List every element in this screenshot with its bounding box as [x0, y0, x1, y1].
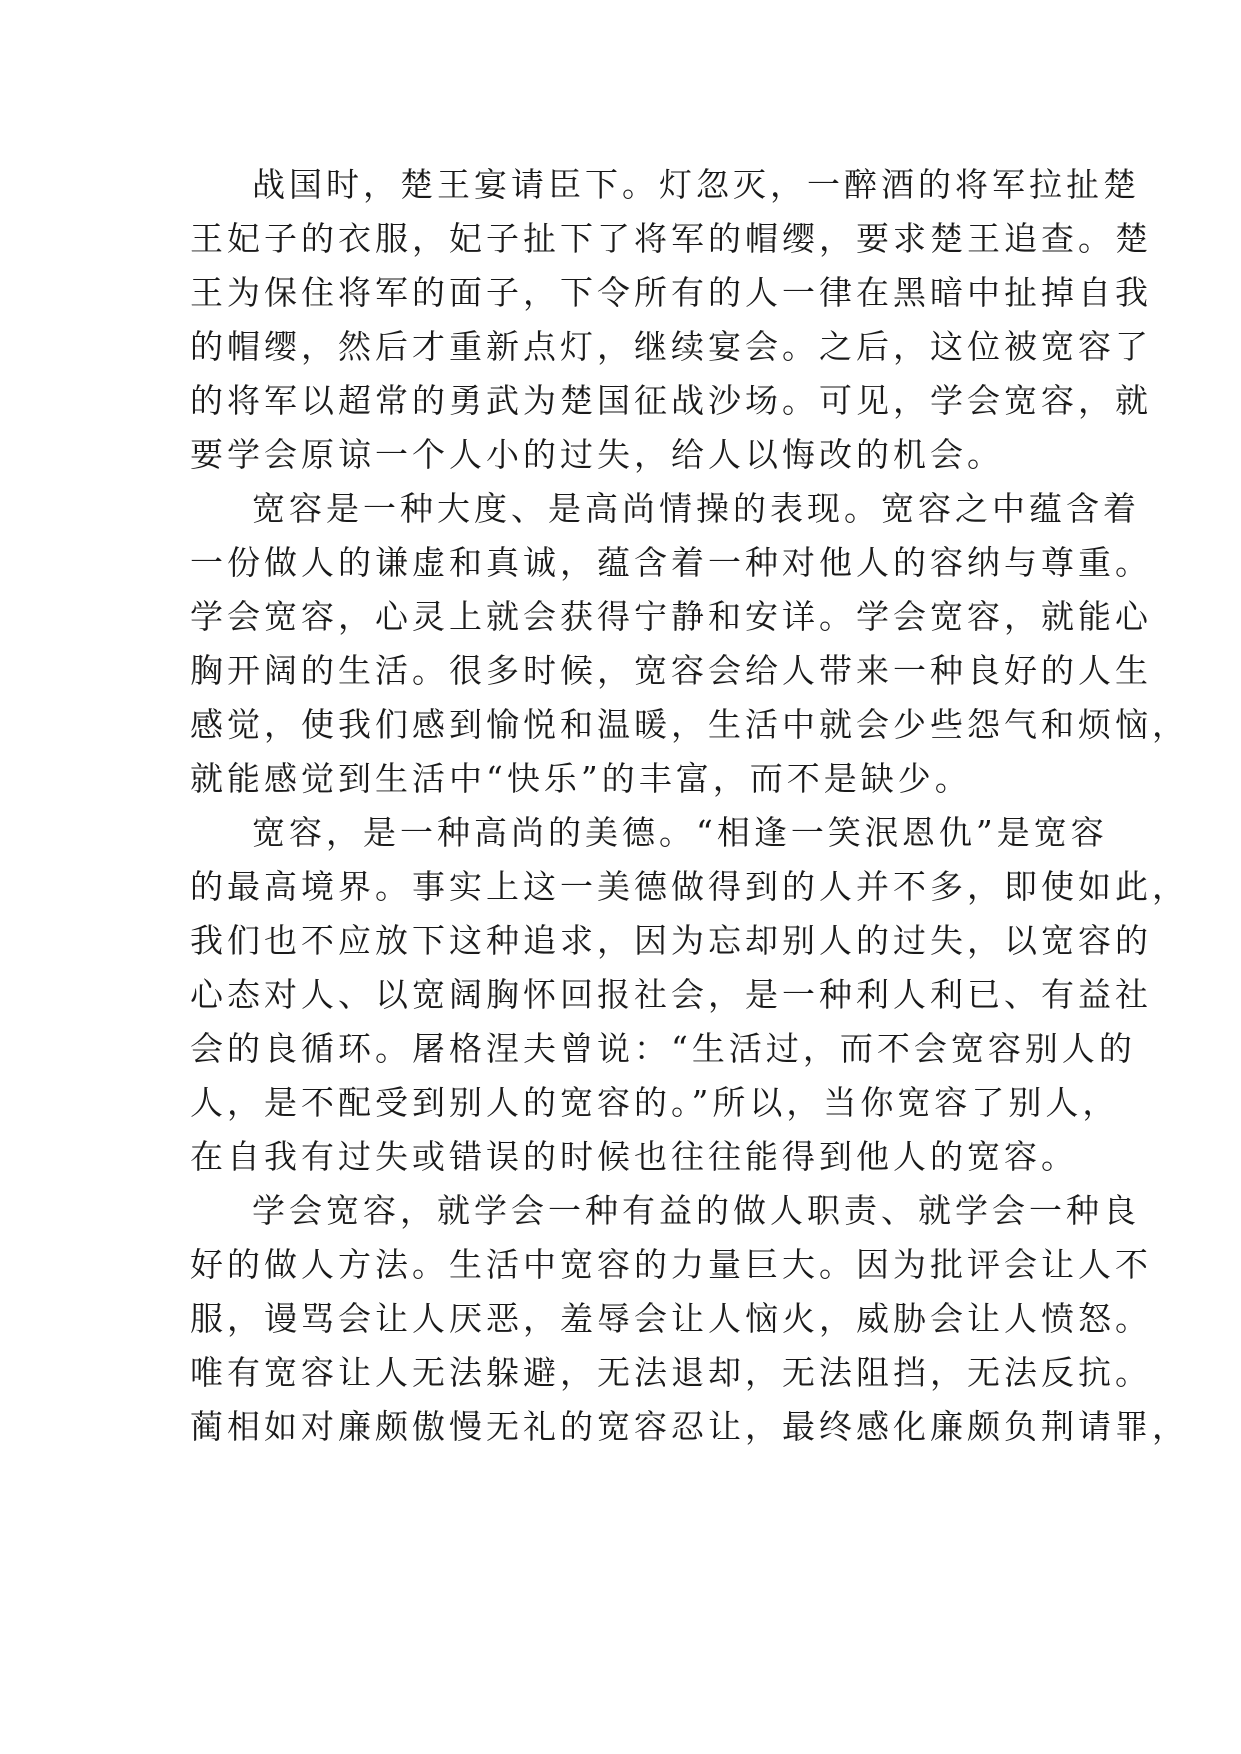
text-line: 战国时，楚王宴请臣下。灯忽灭，一醉酒的将军拉扯楚	[252, 165, 1140, 204]
text-line: 就能感觉到生活中“快乐”的丰富，而不是缺少。	[190, 759, 972, 798]
paragraph-1	[190, 158, 1152, 482]
text-line: 的将军以超常的勇武为楚国征战沙场。可见，学会宽容，就	[190, 381, 1152, 420]
text-line: 服，谩骂会让人厌恶，羞辱会让人恼火，威胁会让人愤怒。	[190, 1299, 1152, 1338]
body-text	[190, 158, 1189, 1454]
text-line: 王妃子的衣服，妃子扯下了将军的帽缨，要求楚王追查。楚	[190, 219, 1152, 258]
text-line: 的最高境界。事实上这一美德做得到的人并不多，即使如此，	[190, 867, 1189, 906]
text-line: 胸开阔的生活。很多时候，宽容会给人带来一种良好的人生	[190, 651, 1152, 690]
text-line: 在自我有过失或错误的时候也往往能得到他人的宽容。	[190, 1137, 1078, 1176]
text-line: 感觉，使我们感到愉悦和温暖，生活中就会少些怨气和烦恼，	[190, 705, 1189, 744]
text-line: 宽容，是一种高尚的美德。“相逢一笑泯恩仇”是宽容	[252, 813, 1108, 852]
paragraph-3	[190, 806, 1189, 1184]
paragraph-4	[190, 1184, 1189, 1454]
paragraph-2	[190, 482, 1189, 806]
text-line: 人，是不配受到别人的宽容的。”所以，当你宽容了别人，	[190, 1083, 1120, 1122]
text-line: 一份做人的谦虚和真诚，蕴含着一种对他人的容纳与尊重。	[190, 543, 1152, 582]
text-line: 宽容是一种大度、是高尚情操的表现。宽容之中蕴含着	[252, 489, 1140, 528]
text-line: 蔺相如对廉颇傲慢无礼的宽容忍让，最终感化廉颇负荆请罪，	[190, 1407, 1189, 1446]
text-line: 的帽缨，然后才重新点灯，继续宴会。之后，这位被宽容了	[190, 327, 1152, 366]
text-line: 好的做人方法。生活中宽容的力量巨大。因为批评会让人不	[190, 1245, 1152, 1284]
text-line: 要学会原谅一个人小的过失，给人以悔改的机会。	[190, 435, 1004, 474]
text-line: 我们也不应放下这种追求，因为忘却别人的过失，以宽容的	[190, 921, 1152, 960]
text-line: 王为保住将军的面子，下令所有的人一律在黑暗中扯掉自我	[190, 273, 1152, 312]
text-line: 学会宽容，心灵上就会获得宁静和安详。学会宽容，就能心	[190, 597, 1152, 636]
text-line: 心态对人、以宽阔胸怀回报社会，是一种利人利已、有益社	[190, 975, 1152, 1014]
text-line: 学会宽容，就学会一种有益的做人职责、就学会一种良	[252, 1191, 1140, 1230]
text-line: 会的良循环。屠格涅夫曾说：“生活过，而不会宽容别人的	[190, 1029, 1136, 1068]
text-line: 唯有宽容让人无法躲避，无法退却，无法阻挡，无法反抗。	[190, 1353, 1152, 1392]
